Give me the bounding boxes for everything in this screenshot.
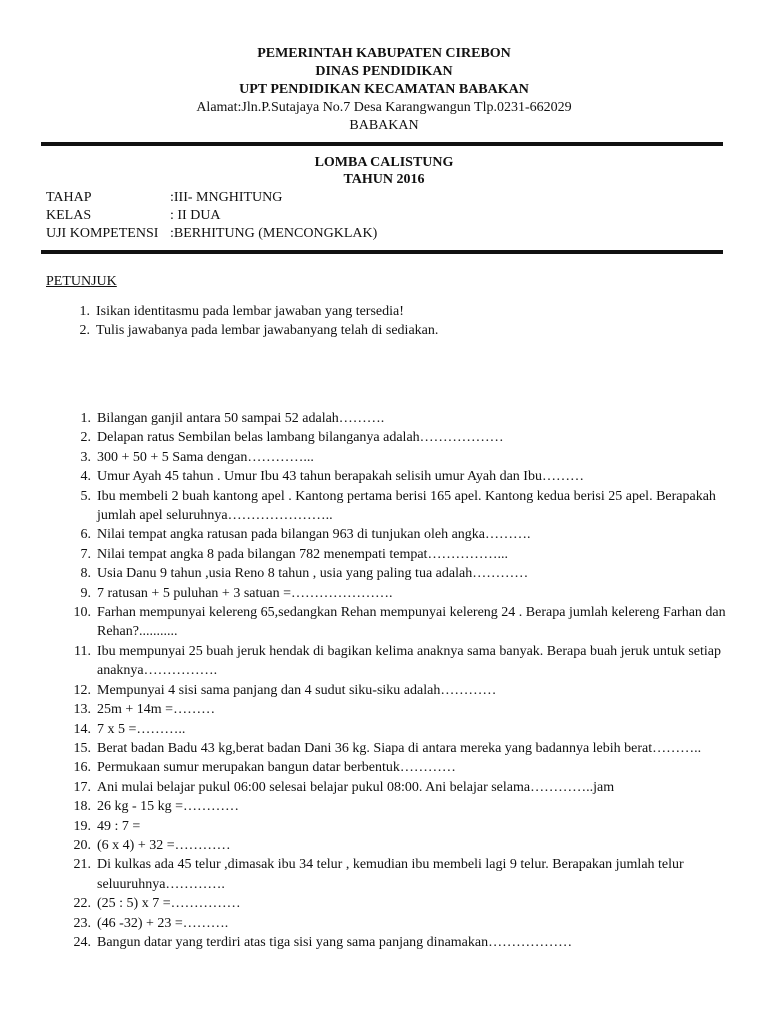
question-number: 3. xyxy=(80,449,91,465)
question-item xyxy=(60,700,730,719)
question-number: 18. xyxy=(73,799,91,815)
question-text: Mempunyai 4 sisi sama panjang dan 4 sudut siku-siku adalah………… xyxy=(97,682,497,698)
question-text: 49 : 7 = xyxy=(97,818,141,834)
question-text: Bangun datar yang terdiri atas tiga sisi yang sama panjang dinamakan……………… xyxy=(97,934,573,950)
header-department: DINAS PENDIDIKAN xyxy=(315,64,453,79)
meta-value: :III- MNGHITUNG xyxy=(170,190,283,205)
question-text: Umur Ayah 45 tahun . Umur Ibu 43 tahun berapakah selisih umur Ayah dan Ibu……… xyxy=(97,469,584,485)
item-number: 2. xyxy=(79,323,90,339)
question-text: Farhan mempunyai kelereng 65,sedangkan Rehan mempunyai kelereng 24 . Berapa jumlah kelereng Farhan dan Rehan?........... xyxy=(97,605,726,640)
question-text: 25m + 14m =……… xyxy=(97,702,216,718)
question-text: (25 : 5) x 7 =…………… xyxy=(97,896,241,912)
contest-year: TAHUN 2016 xyxy=(343,172,425,187)
meta-key: KELAS xyxy=(46,208,92,223)
question-number: 14. xyxy=(73,721,91,737)
header-divider xyxy=(41,142,723,146)
header-address: Alamat:Jln.P.Sutajaya No.7 Desa Karangwangun Tlp.0231-662029 xyxy=(196,100,572,115)
exam-meta xyxy=(46,189,377,243)
question-text: Ibu membeli 2 buah kantong apel . Kantong pertama berisi 165 apel. Kantong kedua berisi 25 apel. Berapakah jumlah apel seluruhnya………………….. xyxy=(97,488,716,524)
question-text: Nilai tempat angka ratusan pada bilangan 963 di tunjukan oleh angka………. xyxy=(97,527,531,543)
question-number: 16. xyxy=(73,760,91,776)
question-text: Ani mulai belajar pukul 06:00 selesai belajar pukul 08:00. Ani belajar selama…………..jam xyxy=(97,779,615,795)
question-number: 10. xyxy=(73,605,91,621)
question-text: Nilai tempat angka 8 pada bilangan 782 menempati tempat……………... xyxy=(97,546,508,562)
meta-key: UJI KOMPETENSI xyxy=(46,226,159,241)
question-item xyxy=(60,894,730,913)
item-text: Isikan identitasmu pada lembar jawaban yang tersedia! xyxy=(96,304,404,319)
question-item xyxy=(60,525,730,544)
meta-divider xyxy=(41,250,723,254)
question-text: Permukaan sumur merupakan bangun datar berbentuk………… xyxy=(97,760,456,776)
question-item xyxy=(60,545,730,564)
question-number: 12. xyxy=(73,682,91,698)
question-text: Berat badan Badu 43 kg,berat badan Dani 36 kg. Siapa di antara mereka yang badannya lebih berat……….. xyxy=(97,740,702,756)
letterhead xyxy=(0,45,768,135)
question-item xyxy=(60,855,730,894)
question-item xyxy=(60,564,730,583)
question-text: 7 x 5 =……….. xyxy=(97,721,186,737)
question-item xyxy=(60,778,730,797)
question-text: (46 -32) + 23 =………. xyxy=(97,915,229,931)
question-number: 24. xyxy=(73,934,91,950)
question-item xyxy=(60,642,730,681)
question-item xyxy=(60,584,730,603)
question-number: 8. xyxy=(80,566,91,582)
meta-row xyxy=(46,225,377,243)
meta-row xyxy=(46,189,377,207)
item-text: Tulis jawabanya pada lembar jawabanyang telah di sediakan. xyxy=(96,323,439,339)
question-text: Usia Danu 9 tahun ,usia Reno 8 tahun , usia yang paling tua adalah………… xyxy=(97,566,529,582)
header-government: PEMERINTAH KABUPATEN CIREBON xyxy=(257,46,511,61)
question-item xyxy=(60,817,730,836)
question-item xyxy=(60,739,730,758)
questions-list xyxy=(60,409,730,952)
question-number: 1. xyxy=(80,411,91,426)
instructions-title: PETUNJUK xyxy=(46,274,117,289)
question-number: 2. xyxy=(80,430,91,446)
question-text: 300 + 50 + 5 Sama dengan…………... xyxy=(97,449,314,465)
question-item xyxy=(60,448,730,467)
header-city: BABAKAN xyxy=(349,118,419,133)
question-number: 11. xyxy=(74,643,91,659)
question-text: 7 ratusan + 5 puluhan + 3 satuan =…………………. xyxy=(97,585,393,601)
header-office: UPT PENDIDIKAN KECAMATAN BABAKAN xyxy=(239,82,529,97)
question-text: Di kulkas ada 45 telur ,dimasak ibu 34 telur , kemudian ibu membeli lagi 9 telur. Berapakan jumlah telur seluuruhnya…………. xyxy=(97,857,684,892)
question-item xyxy=(60,914,730,933)
question-number: 7. xyxy=(80,546,91,562)
question-item xyxy=(60,467,730,486)
question-number: 15. xyxy=(73,740,91,756)
question-text: (6 x 4) + 32 =………… xyxy=(97,837,231,853)
question-text: 26 kg - 15 kg =………… xyxy=(97,799,240,815)
question-number: 19. xyxy=(73,818,91,834)
question-number: 4. xyxy=(80,469,91,485)
question-number: 6. xyxy=(80,527,91,543)
question-number: 23. xyxy=(73,915,91,931)
question-number: 20. xyxy=(73,837,91,853)
meta-value: :BERHITUNG (MENCONGKLAK) xyxy=(170,226,378,241)
meta-row xyxy=(46,207,377,225)
meta-value: : II DUA xyxy=(170,208,221,223)
question-item xyxy=(60,681,730,700)
question-item xyxy=(60,933,730,952)
question-item xyxy=(60,720,730,739)
question-text: Delapan ratus Sembilan belas lambang bilanganya adalah……………… xyxy=(97,430,504,446)
contest-title: LOMBA CALISTUNG xyxy=(314,155,454,170)
question-number: 13. xyxy=(73,702,91,718)
question-number: 21. xyxy=(73,857,91,873)
question-text: Bilangan ganjil antara 50 sampai 52 adalah………. xyxy=(97,411,385,426)
question-item xyxy=(60,409,730,428)
question-item xyxy=(60,758,730,777)
question-item xyxy=(60,603,730,642)
question-number: 17. xyxy=(73,779,91,795)
item-number: 1. xyxy=(79,304,90,319)
question-item xyxy=(60,428,730,447)
instruction-item xyxy=(68,321,748,340)
question-item xyxy=(60,797,730,816)
question-number: 22. xyxy=(73,896,91,912)
question-number: 5. xyxy=(80,488,91,504)
contest-heading xyxy=(0,154,768,188)
question-text: Ibu mempunyai 25 buah jeruk hendak di bagikan kelima anaknya sama banyak. Berapa buah jeruk untuk setiap anaknya……………. xyxy=(97,643,721,679)
instructions-list xyxy=(68,302,748,341)
question-item xyxy=(60,487,730,526)
question-item xyxy=(60,836,730,855)
instruction-item xyxy=(68,302,748,321)
question-number: 9. xyxy=(80,585,91,601)
meta-key: TAHAP xyxy=(46,190,92,205)
